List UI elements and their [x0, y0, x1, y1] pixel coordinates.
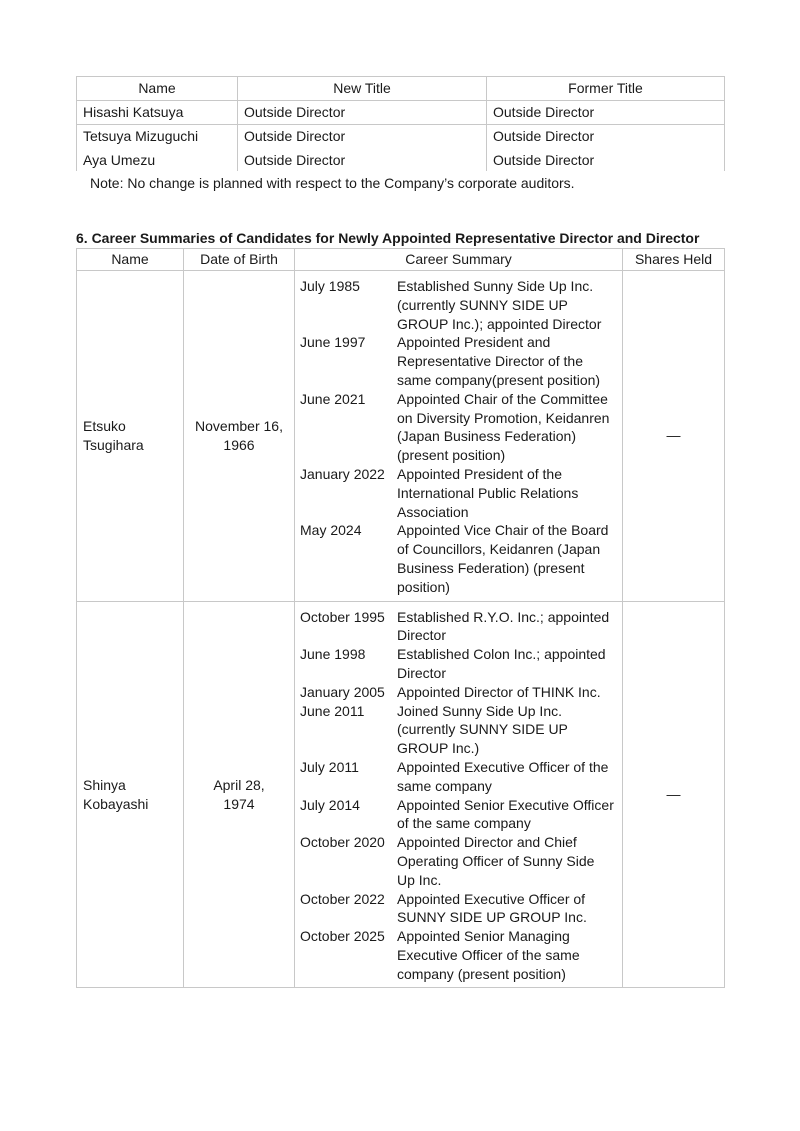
- career-date: October 2025: [300, 928, 385, 945]
- career-description-line: Established Sunny Side Up Inc.: [397, 278, 594, 294]
- career-description-line: Director: [397, 627, 447, 644]
- career-description-line: of Councillors, Keidanren (Japan: [397, 541, 601, 558]
- career-description: [397, 608, 618, 646]
- career-entry: [300, 645, 618, 683]
- career-entry: [300, 702, 618, 758]
- candidate-date-of-birth: [184, 601, 295, 988]
- career-description: [397, 521, 618, 596]
- auditors-note: Note: No change is planned with respect to the Company’s corporate auditors.: [90, 175, 575, 191]
- career-description-line: Appointed Vice Chair of the Board: [397, 522, 609, 539]
- section-title: 6. Career Summaries of Candidates for Newly Appointed Representative Director and Director: [76, 230, 700, 246]
- career-description-line: Appointed Chair of the Committee: [397, 390, 608, 407]
- director-former-title: Outside Director: [487, 101, 725, 125]
- career-description-line: Up Inc.: [397, 871, 442, 888]
- career-date: July 2011: [300, 758, 359, 775]
- career-description-line: Director: [397, 664, 447, 681]
- career-date: January 2005: [300, 683, 385, 700]
- header-career-summary: Career Summary: [295, 249, 623, 271]
- career-description-line: Appointed Executive Officer of the: [397, 758, 609, 775]
- date-of-birth-line: 1966: [223, 436, 255, 453]
- shares-held: ―: [623, 601, 725, 988]
- career-description-line: Business Federation) (present: [397, 559, 585, 576]
- career-date: June 2021: [300, 390, 366, 407]
- header-date-of-birth: Date of Birth: [184, 249, 295, 271]
- candidate-row: [77, 601, 725, 988]
- career-description: [397, 390, 618, 465]
- header-new-title: New Title: [238, 77, 487, 101]
- career-date: May 2024: [300, 522, 362, 539]
- director-name: Hisashi Katsuya: [77, 101, 238, 125]
- table-row: [77, 101, 725, 125]
- career-description-line: Joined Sunny Side Up Inc.: [397, 702, 562, 719]
- header-name: Name: [77, 77, 238, 101]
- career-entry: [300, 465, 618, 521]
- career-entry: [300, 521, 618, 596]
- career-table: [76, 248, 725, 988]
- candidate-name-line: Etsuko: [83, 417, 126, 434]
- career-description-line: GROUP Inc.): [397, 740, 480, 757]
- career-summary: [295, 601, 623, 988]
- career-description: [397, 833, 618, 889]
- career-description-line: Representative Director of the: [397, 353, 583, 370]
- career-date: June 2011: [300, 702, 365, 719]
- career-date: June 1998: [300, 646, 366, 663]
- career-entry: [300, 758, 618, 796]
- candidate-date-of-birth: [184, 271, 295, 602]
- candidate-name-line: Tsugihara: [83, 436, 144, 453]
- career-entry: [300, 890, 618, 928]
- director-new-title: Outside Director: [238, 125, 487, 150]
- date-of-birth-line: April 28,: [213, 776, 265, 793]
- career-description-line: Established Colon Inc.; appointed: [397, 646, 606, 663]
- career-description-line: Appointed Senior Managing: [397, 928, 570, 945]
- career-description-line: (currently SUNNY SIDE UP: [397, 721, 568, 738]
- career-description-line: position): [397, 578, 450, 595]
- career-date: January 2022: [300, 465, 385, 482]
- career-description-line: GROUP Inc.); appointed Director: [397, 315, 602, 332]
- career-entry: [300, 333, 618, 389]
- career-description-line: Association: [397, 503, 469, 520]
- career-description-line: Established R.Y.O. Inc.; appointed: [397, 608, 610, 625]
- career-header-row: [77, 249, 725, 271]
- header-shares-held: Shares Held: [623, 249, 725, 271]
- career-description-line: SUNNY SIDE UP GROUP Inc.: [397, 909, 587, 926]
- career-description-line: Executive Officer of the same: [397, 946, 580, 963]
- career-description-line: Appointed Senior Executive Officer: [397, 796, 614, 813]
- career-description-line: Appointed Director of THINK Inc.: [397, 683, 601, 700]
- career-description-line: of the same company: [397, 815, 531, 832]
- career-description-line: company (present position): [397, 965, 566, 982]
- career-date: July 2014: [300, 796, 360, 813]
- career-description: [397, 890, 618, 928]
- date-of-birth-line: 1974: [223, 795, 255, 812]
- candidate-name-line: Kobayashi: [83, 795, 149, 812]
- director-new-title: Outside Director: [238, 101, 487, 125]
- career-date: October 2022: [300, 890, 385, 907]
- career-entry: [300, 833, 618, 889]
- career-description: [397, 702, 618, 758]
- career-description-line: Appointed Director and Chief: [397, 834, 577, 851]
- career-description-line: same company(present position): [397, 371, 601, 388]
- header-name: Name: [77, 249, 184, 271]
- director-name: Tetsuya Mizuguchi: [77, 125, 238, 150]
- director-name: Aya Umezu: [77, 149, 238, 171]
- career-description: [397, 333, 618, 389]
- career-description-line: (Japan Business Federation): [397, 428, 576, 445]
- career-summary: [295, 271, 623, 602]
- career-description-line: Appointed Executive Officer of: [397, 890, 586, 907]
- career-description-line: Appointed President of the: [397, 465, 563, 482]
- career-date: July 1985: [300, 278, 360, 294]
- shares-held: ―: [623, 271, 725, 602]
- career-date: June 1997: [300, 334, 366, 351]
- career-description-line: Appointed President and: [397, 334, 551, 351]
- career-description-line: International Public Relations: [397, 484, 579, 501]
- career-entry: [300, 390, 618, 465]
- director-former-title: Outside Director: [487, 125, 725, 150]
- career-description: [397, 683, 618, 702]
- candidate-row: [77, 271, 725, 602]
- career-entry: [300, 277, 618, 333]
- career-description-line: Operating Officer of Sunny Side: [397, 852, 595, 869]
- candidate-name: [77, 601, 184, 988]
- table-row: [77, 125, 725, 150]
- director-new-title: Outside Director: [238, 149, 487, 171]
- career-entry: [300, 796, 618, 834]
- date-of-birth-line: November 16,: [195, 417, 283, 434]
- directors-table: [76, 76, 725, 171]
- career-description: [397, 758, 618, 796]
- header-former-title: Former Title: [487, 77, 725, 101]
- career-description: [397, 796, 618, 834]
- candidate-name: [77, 271, 184, 602]
- career-description-line: same company: [397, 777, 492, 794]
- career-date: October 1995: [300, 608, 385, 625]
- career-description-line: (present position): [397, 447, 506, 464]
- career-entry: [300, 927, 618, 983]
- career-entry: [300, 683, 618, 702]
- career-entry: [300, 608, 618, 646]
- directors-header-row: [77, 77, 725, 101]
- career-description: [397, 927, 618, 983]
- career-description: [397, 645, 618, 683]
- table-row: [77, 149, 725, 171]
- career-description-line: on Diversity Promotion, Keidanren: [397, 409, 610, 426]
- candidate-name-line: Shinya: [83, 776, 126, 793]
- director-former-title: Outside Director: [487, 149, 725, 171]
- career-date: October 2020: [300, 834, 385, 851]
- career-description-line: (currently SUNNY SIDE UP: [397, 296, 568, 313]
- career-description: [397, 277, 618, 333]
- career-description: [397, 465, 618, 521]
